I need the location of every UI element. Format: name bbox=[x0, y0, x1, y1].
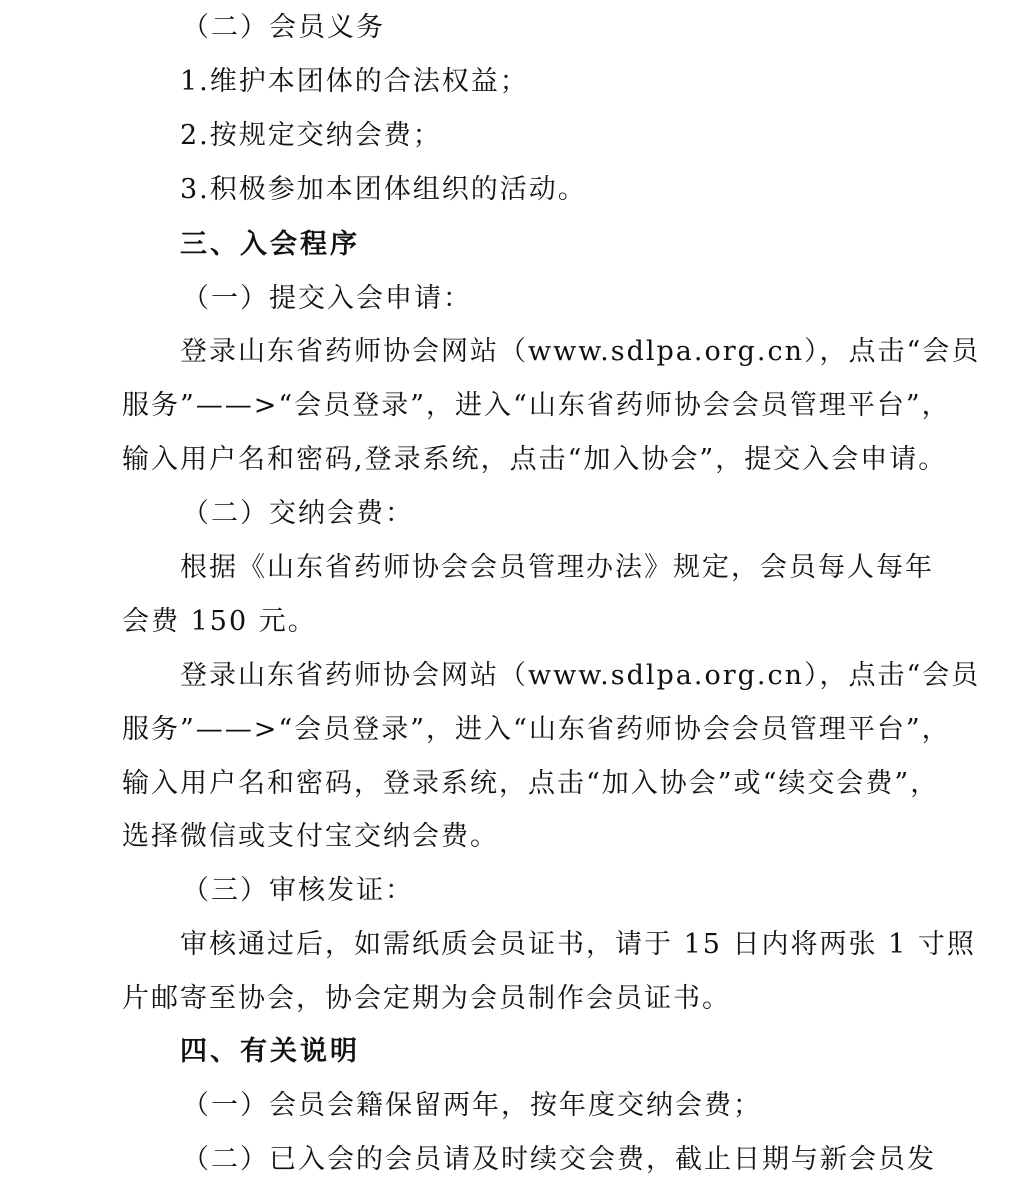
obligation-item-1: 1.维护本团体的合法权益； bbox=[180, 66, 529, 97]
paragraph-line: 片邮寄至协会，协会定期为会员制作会员证书。 bbox=[122, 983, 731, 1014]
subsection-heading-member-obligations: （二）会员义务 bbox=[182, 12, 385, 43]
paragraph-line: 输入用户名和密码,登录系统，点击“加入协会”，提交入会申请。 bbox=[122, 444, 948, 475]
paragraph-line: 输入用户名和密码，登录系统，点击“加入协会”或“续交会费”， bbox=[122, 768, 940, 799]
paragraph-line: 服务”——>“会员登录”，进入“山东省药师协会会员管理平台”， bbox=[122, 390, 951, 421]
subsection-heading-submit-application: （一）提交入会申请： bbox=[182, 283, 472, 314]
note-item-2: （二）已入会的会员请及时续交会费，截止日期与新会员发 bbox=[182, 1144, 936, 1175]
paragraph-line: 选择微信或支付宝交纳会费。 bbox=[122, 821, 499, 852]
paragraph-line: 登录山东省药师协会网站（www.sdlpa.org.cn），点击“会员 bbox=[180, 336, 981, 367]
paragraph-line: 会费 150 元。 bbox=[122, 606, 317, 637]
section-heading-notes: 四、有关说明 bbox=[180, 1036, 360, 1067]
note-item-1: （一）会员会籍保留两年，按年度交纳会费； bbox=[182, 1090, 762, 1121]
obligation-item-3: 3.积极参加本团体组织的活动。 bbox=[180, 174, 587, 205]
paragraph-line: 审核通过后，如需纸质会员证书，请于 15 日内将两张 1 寸照 bbox=[180, 929, 976, 960]
paragraph-line: 服务”——>“会员登录”，进入“山东省药师协会会员管理平台”， bbox=[122, 714, 951, 745]
paragraph-line: 登录山东省药师协会网站（www.sdlpa.org.cn），点击“会员 bbox=[180, 660, 981, 691]
obligation-item-2: 2.按规定交纳会费； bbox=[180, 120, 442, 151]
subsection-heading-pay-fees: （二）交纳会费： bbox=[182, 498, 414, 529]
paragraph-line: 根据《山东省药师协会会员管理办法》规定，会员每人每年 bbox=[180, 552, 934, 583]
section-heading-membership-procedure: 三、入会程序 bbox=[180, 229, 360, 260]
subsection-heading-review-certificate: （三）审核发证： bbox=[182, 875, 414, 906]
